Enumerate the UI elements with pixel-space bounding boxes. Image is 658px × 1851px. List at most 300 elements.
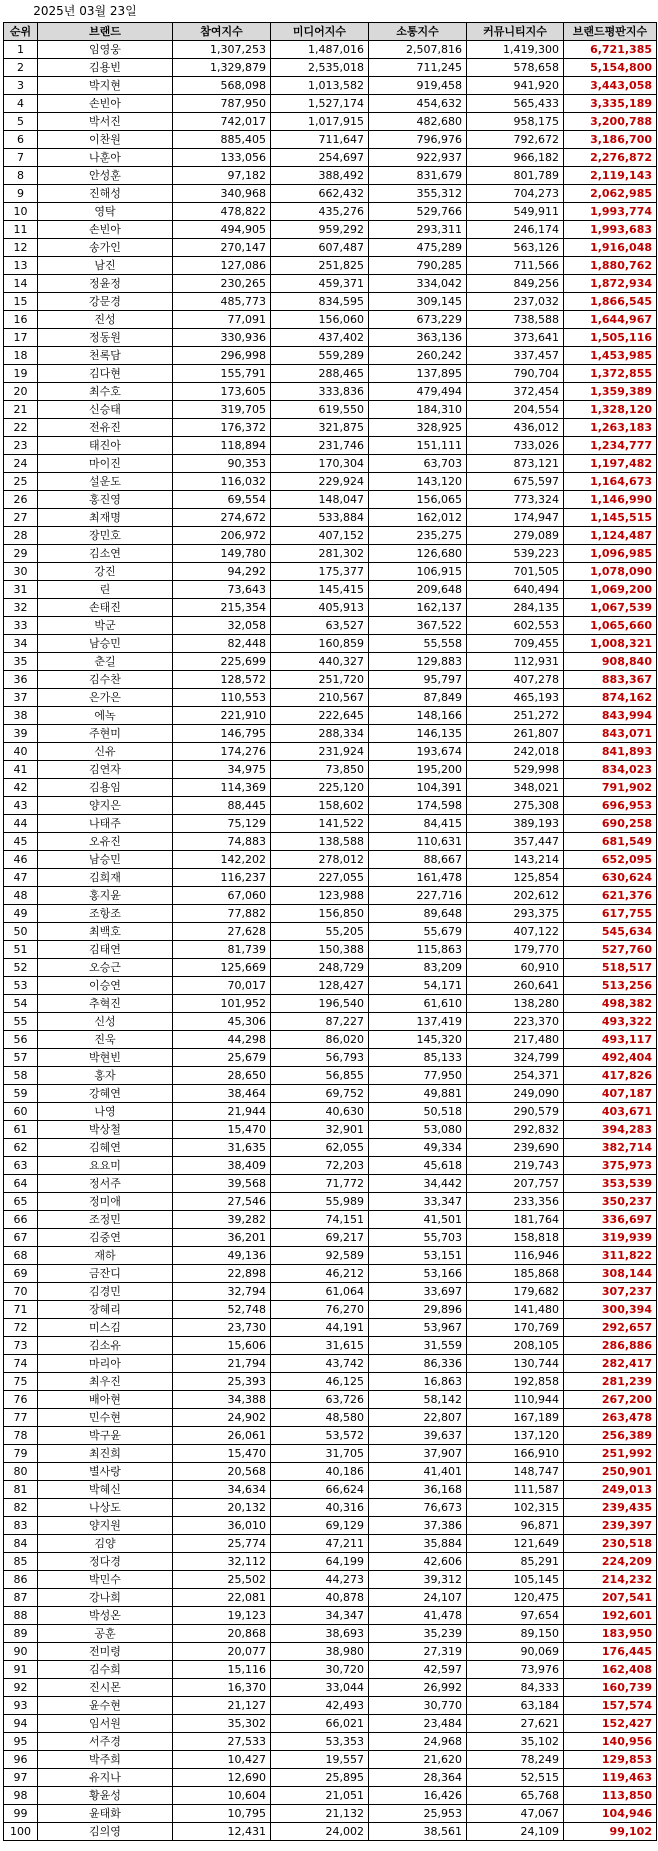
communication-cell: 479,494 [369,383,467,401]
brand-cell: 진해성 [38,185,173,203]
participation-cell: 27,628 [173,923,271,941]
community-cell: 602,553 [467,617,564,635]
media-cell: 288,334 [271,725,369,743]
communication-cell: 53,080 [369,1121,467,1139]
community-cell: 372,454 [467,383,564,401]
communication-cell: 83,209 [369,959,467,977]
media-cell: 55,205 [271,923,369,941]
media-cell: 229,924 [271,473,369,491]
media-cell: 321,875 [271,419,369,437]
header-participation: 참여지수 [173,23,271,41]
participation-cell: 90,353 [173,455,271,473]
rank-cell: 5 [4,113,38,131]
participation-cell: 27,546 [173,1193,271,1211]
media-cell: 141,522 [271,815,369,833]
brand-index-cell: 696,953 [564,797,657,815]
brand-cell: 나상도 [38,1499,173,1517]
communication-cell: 53,151 [369,1247,467,1265]
communication-cell: 143,120 [369,473,467,491]
table-row [4,1499,657,1517]
community-cell: 110,944 [467,1391,564,1409]
community-cell: 181,764 [467,1211,564,1229]
table-row [4,221,657,239]
participation-cell: 12,690 [173,1769,271,1787]
media-cell: 24,002 [271,1823,369,1841]
table-row [4,1805,657,1823]
community-cell: 112,931 [467,653,564,671]
brand-index-cell: 157,574 [564,1697,657,1715]
table-row [4,95,657,113]
communication-cell: 87,849 [369,689,467,707]
brand-cell: 김의영 [38,1823,173,1841]
communication-cell: 334,042 [369,275,467,293]
brand-cell: 김희재 [38,869,173,887]
communication-cell: 293,311 [369,221,467,239]
brand-cell: 김중연 [38,1229,173,1247]
brand-index-cell: 883,367 [564,671,657,689]
table-row [4,797,657,815]
rank-cell: 52 [4,959,38,977]
communication-cell: 37,386 [369,1517,467,1535]
media-cell: 288,465 [271,365,369,383]
communication-cell: 2,507,816 [369,41,467,59]
brand-cell: 신성 [38,1013,173,1031]
media-cell: 388,492 [271,167,369,185]
table-row [4,239,657,257]
communication-cell: 85,133 [369,1049,467,1067]
table-row [4,545,657,563]
rank-cell: 34 [4,635,38,653]
table-row [4,293,657,311]
community-cell: 192,858 [467,1373,564,1391]
participation-cell: 20,868 [173,1625,271,1643]
rank-cell: 70 [4,1283,38,1301]
media-cell: 48,580 [271,1409,369,1427]
brand-index-cell: 282,417 [564,1355,657,1373]
brand-cell: 마리아 [38,1355,173,1373]
participation-cell: 25,774 [173,1535,271,1553]
participation-cell: 45,306 [173,1013,271,1031]
participation-cell: 34,634 [173,1481,271,1499]
participation-cell: 35,302 [173,1715,271,1733]
brand-cell: 최수호 [38,383,173,401]
participation-cell: 340,968 [173,185,271,203]
brand-index-cell: 3,200,788 [564,113,657,131]
table-row [4,1013,657,1031]
communication-cell: 63,703 [369,455,467,473]
communication-cell: 76,673 [369,1499,467,1517]
brand-cell: 은가은 [38,689,173,707]
community-cell: 246,174 [467,221,564,239]
community-cell: 701,505 [467,563,564,581]
communication-cell: 34,442 [369,1175,467,1193]
brand-index-cell: 652,095 [564,851,657,869]
communication-cell: 195,200 [369,761,467,779]
brand-cell: 김수찬 [38,671,173,689]
participation-cell: 21,794 [173,1355,271,1373]
rank-cell: 21 [4,401,38,419]
rank-cell: 3 [4,77,38,95]
media-cell: 158,602 [271,797,369,815]
communication-cell: 235,275 [369,527,467,545]
media-cell: 40,316 [271,1499,369,1517]
brand-index-cell: 311,822 [564,1247,657,1265]
media-cell: 607,487 [271,239,369,257]
communication-cell: 454,632 [369,95,467,113]
table-row [4,1355,657,1373]
communication-cell: 16,426 [369,1787,467,1805]
media-cell: 959,292 [271,221,369,239]
table-row [4,1085,657,1103]
brand-index-cell: 183,950 [564,1625,657,1643]
community-cell: 96,871 [467,1517,564,1535]
community-cell: 275,308 [467,797,564,815]
brand-index-cell: 300,394 [564,1301,657,1319]
table-row [4,1715,657,1733]
media-cell: 834,595 [271,293,369,311]
brand-cell: 공훈 [38,1625,173,1643]
media-cell: 150,388 [271,941,369,959]
table-row [4,1607,657,1625]
brand-cell: 박주희 [38,1751,173,1769]
brand-cell: 진욱 [38,1031,173,1049]
brand-index-cell: 1,065,660 [564,617,657,635]
rank-cell: 40 [4,743,38,761]
communication-cell: 30,770 [369,1697,467,1715]
media-cell: 38,980 [271,1643,369,1661]
brand-index-cell: 908,840 [564,653,657,671]
table-row [4,977,657,995]
brand-cell: 강나희 [38,1589,173,1607]
brand-index-cell: 281,239 [564,1373,657,1391]
participation-cell: 494,905 [173,221,271,239]
rank-cell: 9 [4,185,38,203]
participation-cell: 225,699 [173,653,271,671]
communication-cell: 355,312 [369,185,467,203]
media-cell: 46,212 [271,1265,369,1283]
brand-index-cell: 5,154,800 [564,59,657,77]
brand-cell: 안성훈 [38,167,173,185]
brand-index-cell: 113,850 [564,1787,657,1805]
community-cell: 73,976 [467,1661,564,1679]
rank-cell: 11 [4,221,38,239]
table-row [4,887,657,905]
participation-cell: 127,086 [173,257,271,275]
community-cell: 389,193 [467,815,564,833]
media-cell: 38,693 [271,1625,369,1643]
media-cell: 40,186 [271,1463,369,1481]
communication-cell: 309,145 [369,293,467,311]
rank-cell: 47 [4,869,38,887]
table-row [4,491,657,509]
community-cell: 120,475 [467,1589,564,1607]
community-cell: 348,021 [467,779,564,797]
communication-cell: 919,458 [369,77,467,95]
rank-cell: 20 [4,383,38,401]
table-row [4,185,657,203]
rank-cell: 66 [4,1211,38,1229]
community-cell: 141,480 [467,1301,564,1319]
media-cell: 160,859 [271,635,369,653]
table-row [4,1121,657,1139]
participation-cell: 146,795 [173,725,271,743]
communication-cell: 482,680 [369,113,467,131]
participation-cell: 10,604 [173,1787,271,1805]
rank-cell: 86 [4,1571,38,1589]
rank-cell: 67 [4,1229,38,1247]
community-cell: 704,273 [467,185,564,203]
header-brand-index: 브랜드평판지수 [564,23,657,41]
table-row [4,113,657,131]
community-cell: 790,704 [467,365,564,383]
rank-cell: 81 [4,1481,38,1499]
brand-index-cell: 1,505,116 [564,329,657,347]
media-cell: 56,855 [271,1067,369,1085]
media-cell: 63,527 [271,617,369,635]
table-row [4,1049,657,1067]
table-row [4,1679,657,1697]
participation-cell: 270,147 [173,239,271,257]
table-row [4,347,657,365]
communication-cell: 28,364 [369,1769,467,1787]
participation-cell: 230,265 [173,275,271,293]
community-cell: 711,566 [467,257,564,275]
rank-cell: 38 [4,707,38,725]
media-cell: 40,878 [271,1589,369,1607]
brand-cell: 오승근 [38,959,173,977]
brand-index-cell: 250,901 [564,1463,657,1481]
brand-index-cell: 99,102 [564,1823,657,1841]
brand-index-cell: 2,276,872 [564,149,657,167]
participation-cell: 20,132 [173,1499,271,1517]
brand-index-cell: 518,517 [564,959,657,977]
table-row [4,437,657,455]
media-cell: 43,742 [271,1355,369,1373]
brand-cell: 신승태 [38,401,173,419]
media-cell: 71,772 [271,1175,369,1193]
table-row [4,581,657,599]
brand-cell: 서주경 [38,1733,173,1751]
table-row [4,1247,657,1265]
communication-cell: 61,610 [369,995,467,1013]
community-cell: 167,189 [467,1409,564,1427]
rank-cell: 59 [4,1085,38,1103]
community-cell: 290,579 [467,1103,564,1121]
participation-cell: 885,405 [173,131,271,149]
brand-index-cell: 1,164,673 [564,473,657,491]
media-cell: 44,191 [271,1319,369,1337]
rank-cell: 100 [4,1823,38,1841]
rank-cell: 88 [4,1607,38,1625]
brand-cell: 박민수 [38,1571,173,1589]
participation-cell: 125,669 [173,959,271,977]
brand-cell: 정윤정 [38,275,173,293]
table-row [4,1229,657,1247]
brand-index-cell: 527,760 [564,941,657,959]
rank-cell: 72 [4,1319,38,1337]
table-row [4,401,657,419]
communication-cell: 95,797 [369,671,467,689]
communication-cell: 29,896 [369,1301,467,1319]
rank-cell: 61 [4,1121,38,1139]
brand-cell: 박지현 [38,77,173,95]
table-row [4,275,657,293]
brand-cell: 최진희 [38,1445,173,1463]
media-cell: 25,895 [271,1769,369,1787]
community-cell: 251,272 [467,707,564,725]
communication-cell: 106,915 [369,563,467,581]
media-cell: 254,697 [271,149,369,167]
media-cell: 55,989 [271,1193,369,1211]
table-row [4,329,657,347]
rank-cell: 62 [4,1139,38,1157]
communication-cell: 16,863 [369,1373,467,1391]
community-cell: 158,818 [467,1229,564,1247]
brand-cell: 에녹 [38,707,173,725]
table-row [4,1769,657,1787]
media-cell: 92,589 [271,1247,369,1265]
rank-cell: 53 [4,977,38,995]
brand-index-cell: 617,755 [564,905,657,923]
communication-cell: 174,598 [369,797,467,815]
brand-index-cell: 1,993,774 [564,203,657,221]
community-cell: 565,433 [467,95,564,113]
participation-cell: 39,568 [173,1175,271,1193]
brand-cell: 홍진영 [38,491,173,509]
brand-index-cell: 1,067,539 [564,599,657,617]
media-cell: 74,151 [271,1211,369,1229]
media-cell: 21,051 [271,1787,369,1805]
header-brand: 브랜드 [38,23,173,41]
table-row [4,1571,657,1589]
media-cell: 47,211 [271,1535,369,1553]
participation-cell: 67,060 [173,887,271,905]
participation-cell: 74,883 [173,833,271,851]
media-cell: 21,132 [271,1805,369,1823]
brand-cell: 조정민 [38,1211,173,1229]
brand-cell: 김양 [38,1535,173,1553]
brand-index-cell: 239,397 [564,1517,657,1535]
participation-cell: 20,077 [173,1643,271,1661]
participation-cell: 44,298 [173,1031,271,1049]
communication-cell: 156,065 [369,491,467,509]
participation-cell: 1,307,253 [173,41,271,59]
table-row [4,743,657,761]
brand-cell: 김혜연 [38,1139,173,1157]
rank-cell: 56 [4,1031,38,1049]
communication-cell: 27,319 [369,1643,467,1661]
rank-cell: 12 [4,239,38,257]
communication-cell: 137,895 [369,365,467,383]
brand-cell: 송가인 [38,239,173,257]
brand-cell: 미스김 [38,1319,173,1337]
community-cell: 78,249 [467,1751,564,1769]
community-cell: 84,333 [467,1679,564,1697]
brand-cell: 박성온 [38,1607,173,1625]
table-row [4,311,657,329]
table-row [4,1481,657,1499]
communication-cell: 162,137 [369,599,467,617]
media-cell: 128,427 [271,977,369,995]
rank-cell: 55 [4,1013,38,1031]
communication-cell: 145,320 [369,1031,467,1049]
community-cell: 179,682 [467,1283,564,1301]
brand-cell: 김다현 [38,365,173,383]
rank-cell: 24 [4,455,38,473]
brand-index-cell: 1,866,545 [564,293,657,311]
participation-cell: 34,388 [173,1391,271,1409]
communication-cell: 31,559 [369,1337,467,1355]
brand-cell: 추혁진 [38,995,173,1013]
media-cell: 61,064 [271,1283,369,1301]
rank-cell: 39 [4,725,38,743]
brand-index-cell: 207,541 [564,1589,657,1607]
brand-cell: 임영웅 [38,41,173,59]
participation-cell: 49,136 [173,1247,271,1265]
participation-cell: 149,780 [173,545,271,563]
brand-index-cell: 1,069,200 [564,581,657,599]
brand-index-cell: 6,721,385 [564,41,657,59]
media-cell: 407,152 [271,527,369,545]
table-row [4,1373,657,1391]
media-cell: 72,203 [271,1157,369,1175]
brand-cell: 장민호 [38,527,173,545]
brand-index-cell: 192,601 [564,1607,657,1625]
media-cell: 711,647 [271,131,369,149]
brand-index-cell: 319,939 [564,1229,657,1247]
table-row [4,1517,657,1535]
community-cell: 89,150 [467,1625,564,1643]
participation-cell: 38,409 [173,1157,271,1175]
communication-cell: 49,881 [369,1085,467,1103]
media-cell: 1,487,016 [271,41,369,59]
brand-index-cell: 1,644,967 [564,311,657,329]
communication-cell: 328,925 [369,419,467,437]
participation-cell: 116,032 [173,473,271,491]
rank-cell: 83 [4,1517,38,1535]
brand-cell: 남진 [38,257,173,275]
brand-index-cell: 681,549 [564,833,657,851]
brand-cell: 정다경 [38,1553,173,1571]
brand-cell: 남승민 [38,635,173,653]
community-cell: 90,069 [467,1643,564,1661]
media-cell: 435,276 [271,203,369,221]
participation-cell: 118,894 [173,437,271,455]
table-row [4,473,657,491]
brand-index-cell: 104,946 [564,1805,657,1823]
community-cell: 261,807 [467,725,564,743]
media-cell: 69,752 [271,1085,369,1103]
participation-cell: 10,427 [173,1751,271,1769]
media-cell: 76,270 [271,1301,369,1319]
brand-cell: 민수현 [38,1409,173,1427]
participation-cell: 568,098 [173,77,271,95]
brand-index-cell: 3,186,700 [564,131,657,149]
community-cell: 324,799 [467,1049,564,1067]
media-cell: 533,884 [271,509,369,527]
brand-index-cell: 2,062,985 [564,185,657,203]
brand-cell: 요요미 [38,1157,173,1175]
brand-index-cell: 1,872,934 [564,275,657,293]
community-cell: 185,868 [467,1265,564,1283]
community-cell: 529,998 [467,761,564,779]
brand-cell: 홍자 [38,1067,173,1085]
brand-cell: 남승민 [38,851,173,869]
communication-cell: 151,111 [369,437,467,455]
rank-cell: 93 [4,1697,38,1715]
brand-cell: 김용임 [38,779,173,797]
participation-cell: 21,944 [173,1103,271,1121]
